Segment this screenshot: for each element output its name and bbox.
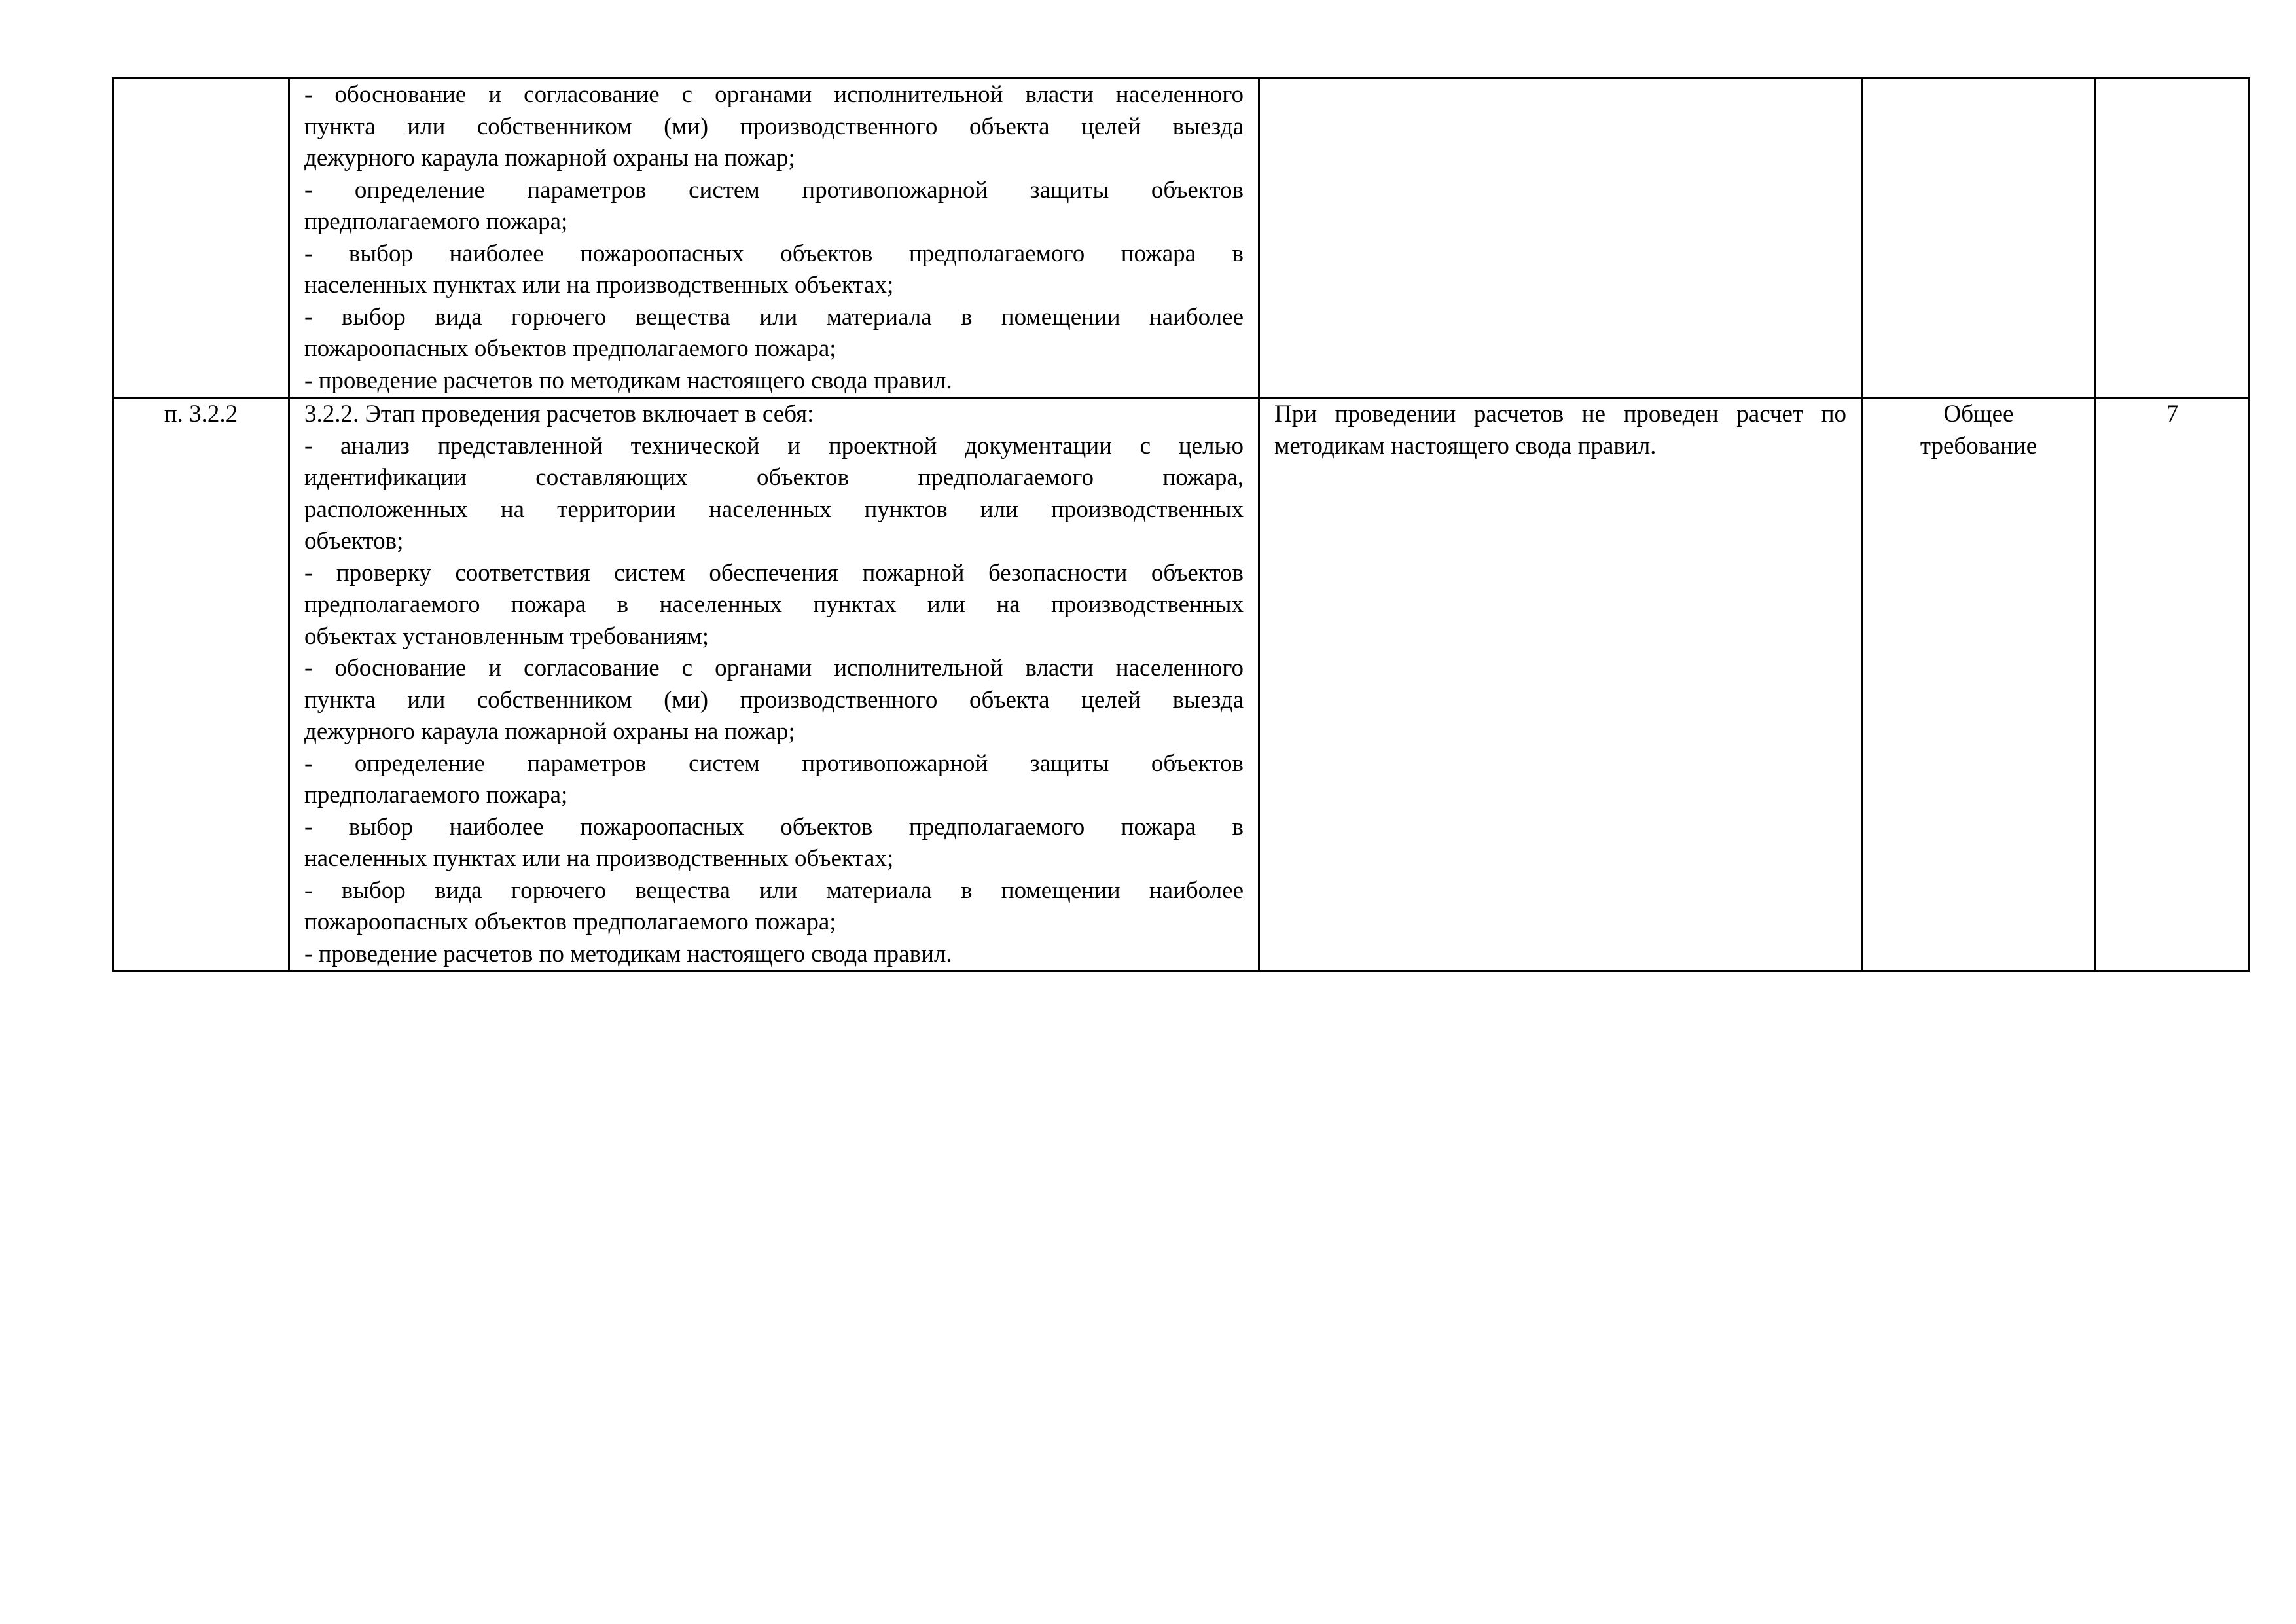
text-line: пожароопасных объектов предполагаемого пожара; [304,335,836,362]
text-line: предполагаемого пожара в населенных пунктах или на производственных [304,591,1244,618]
text-line: расположенных на территории населенных пунктов или производственных [304,496,1244,523]
text-line: населенных пунктах или на производственных объектах; [304,845,894,872]
table-row [113,398,2250,971]
text-line: - выбор вида горючего вещества или материала в помещении наиболее [304,876,1244,904]
violation-cell [1259,398,1862,971]
number-cell: 7 [2096,398,2250,971]
text-line: - проведение расчетов по методикам настоящего свода правил. [304,940,952,967]
text-line: объектах установленным требованиям; [304,623,709,650]
category-cell [1862,398,2096,971]
text-line: - выбор наиболее пожароопасных объектов предполагаемого пожара в [304,240,1244,267]
text-line: предполагаемого пожара; [304,208,568,235]
text-line: - выбор вида горючего вещества или материала в помещении наиболее [304,303,1244,331]
requirement-text-cell [289,398,1259,971]
category-cell [1862,79,2096,398]
text-line: - анализ представленной технической и проектной документации с целью [304,432,1244,460]
category-line: требование [1920,432,2037,460]
violation-cell [1259,79,1862,398]
text-line: пункта или собственником (ми) производственного объекта целей выезда [304,113,1244,140]
reference-cell [113,79,289,398]
text-line: населенных пунктах или на производственных объектах; [304,272,894,298]
text-line: - проведение расчетов по методикам настоящего свода правил. [304,367,952,394]
text-line: - обоснование и согласование с органами исполнительной власти населенного [304,81,1244,108]
text-line: - определение параметров систем противопожарной защиты объектов [304,176,1244,204]
requirements-table [112,77,2250,972]
requirement-text-cell [289,79,1259,398]
category-line: Общее [1943,401,2014,427]
violation-line: При проведении расчетов не проведен расчет по [1274,401,1846,427]
violation-line: методикам настоящего свода правил. [1274,432,1657,460]
text-line: пожароопасных объектов предполагаемого пожара; [304,909,836,935]
text-line: - обоснование и согласование с органами исполнительной власти населенного [304,655,1244,681]
text-line: - проверку соответствия систем обеспечения пожарной безопасности объектов [304,559,1244,586]
number-cell [2096,79,2250,398]
text-line: идентификации составляющих объектов предполагаемого пожара, [304,464,1244,491]
text-line: дежурного караула пожарной охраны на пожар; [304,145,795,171]
text-line: - выбор наиболее пожароопасных объектов предполагаемого пожара в [304,813,1244,840]
reference-cell: п. 3.2.2 [113,398,289,971]
text-line: - определение параметров систем противопожарной защиты объектов [304,749,1244,777]
text-line: дежурного караула пожарной охраны на пожар; [304,718,795,745]
table-row [113,79,2250,398]
text-line: пункта или собственником (ми) производственного объекта целей выезда [304,686,1244,713]
text-line: 3.2.2. Этап проведения расчетов включает в себя: [304,401,814,427]
text-line: предполагаемого пожара; [304,782,568,808]
text-line: объектов; [304,528,404,554]
